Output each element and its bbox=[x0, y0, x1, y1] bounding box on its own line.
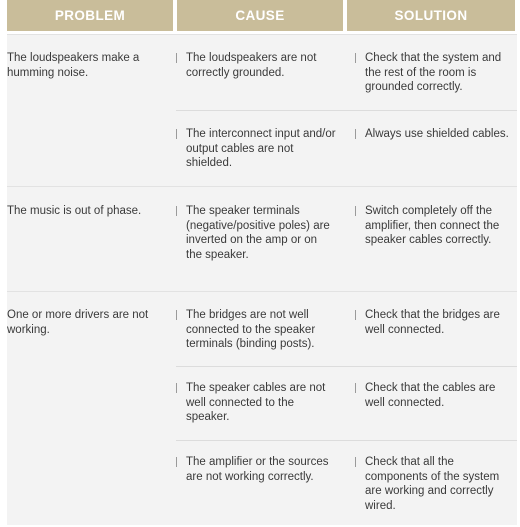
bullet-bar bbox=[355, 129, 356, 139]
solution-text: Switch completely off the amplifier, then connect the speaker cables correctly. bbox=[365, 205, 500, 246]
solution-cell bbox=[355, 308, 517, 337]
cause-cell bbox=[176, 308, 336, 352]
bullet-bar bbox=[176, 129, 177, 139]
bullet-bar bbox=[176, 457, 177, 467]
bullet-bar bbox=[176, 383, 177, 393]
cause-text: The loudspeakers are not correctly grounded. bbox=[186, 52, 317, 79]
sub-row-divider bbox=[176, 110, 517, 111]
cause-cell bbox=[176, 51, 336, 80]
bullet-bar bbox=[355, 310, 356, 320]
solution-cell bbox=[355, 51, 517, 95]
cause-cell bbox=[176, 204, 336, 262]
solution-text: Check that the cables are well connected. bbox=[365, 382, 496, 409]
solution-cell bbox=[355, 127, 517, 142]
cause-text: The interconnect input and/or output cables are not shielded. bbox=[186, 128, 336, 169]
solution-cell bbox=[355, 381, 517, 410]
table-header bbox=[0, 0, 520, 33]
bullet-bar bbox=[176, 310, 177, 320]
cause-text: The bridges are not well connected to the speaker terminals (binding posts). bbox=[186, 309, 316, 350]
header-solution: SOLUTION bbox=[347, 0, 515, 31]
solution-text: Check that the system and the rest of the room is grounded correctly. bbox=[365, 52, 502, 93]
solution-text: Always use shielded cables. bbox=[365, 128, 509, 140]
problem-text: One or more drivers are not working. bbox=[7, 309, 149, 336]
bullet-bar bbox=[176, 206, 177, 216]
cause-cell bbox=[176, 455, 336, 484]
bullet-bar bbox=[355, 53, 356, 63]
bullet-bar bbox=[355, 206, 356, 216]
sub-row-divider bbox=[176, 440, 517, 441]
problem-text: The loudspeakers make a humming noise. bbox=[7, 52, 140, 79]
cause-cell bbox=[176, 127, 336, 171]
cause-cell bbox=[176, 381, 336, 425]
solution-text: Check that the bridges are well connected. bbox=[365, 309, 500, 336]
cause-text: The amplifier or the sources are not working correctly. bbox=[186, 456, 329, 483]
sub-row-divider bbox=[176, 366, 517, 367]
bullet-bar bbox=[176, 53, 177, 63]
solution-cell bbox=[355, 455, 517, 513]
bullet-bar bbox=[355, 383, 356, 393]
cause-text: The speaker terminals (negative/positive poles) are inverted on the amp or on the speaker. bbox=[186, 205, 330, 261]
header-cause: CAUSE bbox=[177, 0, 343, 31]
problem-text: The music is out of phase. bbox=[7, 205, 142, 217]
bullet-bar bbox=[355, 457, 356, 467]
solution-cell bbox=[355, 204, 517, 248]
header-problem: PROBLEM bbox=[7, 0, 173, 31]
cause-text: The speaker cables are not well connected to the speaker. bbox=[186, 382, 326, 423]
solution-text: Check that all the components of the system are working and correctly wired. bbox=[365, 456, 500, 512]
